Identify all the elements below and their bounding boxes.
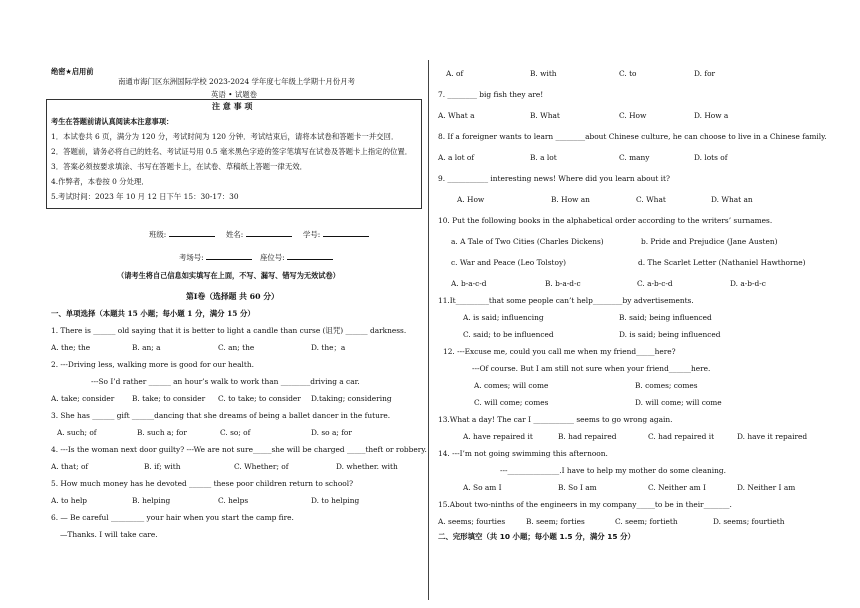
info-warning: （请考生将自己信息如实填写在上面，不写、漏写、错写为无效试卷） <box>117 271 340 280</box>
question-line: D. What an <box>711 195 753 204</box>
question-line: C. Whether; of <box>234 462 289 471</box>
question-line: A. b-a-c-d <box>451 279 487 288</box>
question-line: B. helping <box>132 496 171 505</box>
question-line: A. have repaired it <box>463 432 533 441</box>
question-line: ---______________.I have to help my mother do some cleaning. <box>500 466 726 475</box>
section1-heading <box>51 309 255 319</box>
question-line: C. an; the <box>218 343 255 352</box>
question-line: D. will come; will come <box>635 398 722 407</box>
question-line: D. lots of <box>694 153 728 162</box>
seat-label: 座位号: <box>260 253 285 262</box>
class-label: 班级: <box>149 230 167 239</box>
question-line: A. take; consider <box>51 394 115 403</box>
question-line: D. have it repaired <box>737 432 808 441</box>
question-line: D. the；a <box>311 343 346 352</box>
column-divider <box>428 60 429 600</box>
question-line: C. a-b-c-d <box>637 279 673 288</box>
question-line: 15.About two-ninths of the engineers in my company_____to be in their_______. <box>438 500 732 509</box>
question-line: a. A Tale of Two Cities (Charles Dickens) <box>451 237 604 246</box>
question-line: A. seems; fourties <box>438 517 506 526</box>
question-line: 8. If a foreigner wants to learn ________about Chinese culture, he can choose to live in a Chinese family. <box>438 132 827 141</box>
question-line: A. that; of <box>51 462 89 471</box>
notice-title: 注 意 事 项 <box>212 101 253 111</box>
question-line: B. What <box>530 111 560 120</box>
student-id-label: 学号: <box>303 230 321 239</box>
question-line: C. will come; comes <box>474 398 549 407</box>
question-line: B. How an <box>551 195 590 204</box>
question-line: —Thanks. I will take care. <box>60 530 158 539</box>
question-line: 14. ---I’m not going swimming this afternoon. <box>438 449 608 458</box>
question-line: ---Of course. But I am still not sure when your friend______here. <box>472 364 711 373</box>
student-id-field[interactable] <box>303 228 369 240</box>
question-line: 1. There is ______ old saying that it is better to light a candle than curse (诅咒) ______ darkness. <box>51 326 407 335</box>
question-line: d. The Scarlet Letter (Nathaniel Hawthorne) <box>638 258 806 267</box>
question-line: B. if; with <box>144 462 181 471</box>
part1-title: 第Ⅰ卷（选择题 共 60 分） <box>186 292 279 301</box>
question-line: D. Neither I am <box>737 483 796 492</box>
question-line: A. comes; will come <box>474 381 549 390</box>
question-line: C. How <box>619 111 647 120</box>
question-line: D.taking; considering <box>311 394 392 403</box>
question-line: 7. ________ big fish they are! <box>438 90 544 99</box>
section1-title: 一、单项选择 <box>51 309 96 318</box>
notice-item: 1．本试卷共 6 页，满分为 120 分，考试时间为 120 分钟．考试结束后，请将本试卷和答题卡一并交回． <box>51 132 399 141</box>
question-line: D. whether. with <box>336 462 398 471</box>
question-line: B. said; being influenced <box>619 313 712 322</box>
question-line: 5. How much money has he devoted ______ these poor children return to school? <box>51 479 354 488</box>
question-line: 3. She has ______ gift ______dancing that she dreams of being a ballet dancer in the future. <box>51 411 391 420</box>
notice-intro: 考生在答题前请认真阅读本注意事项： <box>51 117 174 126</box>
question-line: 10. Put the following books in the alphabetical order according to the writers’ surnames. <box>438 216 773 225</box>
question-line: C. said; to be influenced <box>463 330 554 339</box>
notice-item: 5.考试时间：2023 年 10 月 12 日下午 15：30-17：30 <box>51 192 239 201</box>
question-line: c. War and Peace (Leo Tolstoy) <box>451 258 567 267</box>
question-line: ---So I’d rather ______ an hour’s walk to work than ________driving a car. <box>91 377 360 386</box>
question-line: B. take; to consider <box>132 394 206 403</box>
question-line: 2. ---Driving less, walking more is good for our health. <box>51 360 254 369</box>
seat-blank[interactable] <box>287 251 333 260</box>
exam-room-blank[interactable] <box>206 251 252 260</box>
question-line: A. such; of <box>57 428 97 437</box>
question-line: 9. ___________ interesting news! Where did you learn about it? <box>438 174 670 183</box>
question-line: b. Pride and Prejudice (Jane Austen) <box>641 237 778 246</box>
notice-item: 3．答案必须按要求填涂、书写在答题卡上，在试卷、草稿纸上答题一律无效． <box>51 162 307 171</box>
question-line: C. Neither am I <box>648 483 706 492</box>
question-line: C. so; of <box>220 428 251 437</box>
question-line: B. with <box>530 69 557 78</box>
question-line: C. What <box>636 195 666 204</box>
question-line: A. How <box>457 195 485 204</box>
section1-note: （本题共 15 小题；每小题 1 分，满分 15 分） <box>95 309 255 318</box>
question-line: D. a-b-d-c <box>730 279 766 288</box>
name-blank[interactable] <box>246 228 292 237</box>
question-line: 11.It_________that some people can’t help________by advertisements. <box>438 296 694 305</box>
name-label: 姓名: <box>226 230 244 239</box>
question-line: 4. ---Is the woman next door guilty? ---We are not sure_____she will be charged _____theft or robbery. <box>51 445 427 454</box>
question-line: A. a lot of <box>438 153 475 162</box>
question-line: B. such a; for <box>137 428 187 437</box>
notice-item: 2．答题前，请务必将自己的姓名、考试证号用 0.5 毫米黑色字迹的签字笔填写在试卷及答题卡上指定的位置． <box>51 147 413 156</box>
question-line: B. an; a <box>132 343 161 352</box>
question-line: A. is said; influencing <box>463 313 544 322</box>
part2-title: 二、完形填空（共 10 小题；每小题 1.5 分，满分 15 分） <box>438 532 635 541</box>
question-line: C. helps <box>218 496 249 505</box>
question-line: 13.What a day! The car I ___________ seems to go wrong again. <box>438 415 673 424</box>
question-line: C. many <box>619 153 650 162</box>
class-blank[interactable] <box>169 228 215 237</box>
question-line: A. of <box>446 69 464 78</box>
question-line: 6. — Be careful _________ your hair when you start the camp fire. <box>51 513 294 522</box>
question-line: C. seem; fortieth <box>615 517 678 526</box>
question-line: D. is said; being influenced <box>619 330 721 339</box>
question-line: A. the; the <box>51 343 91 352</box>
class-field[interactable] <box>149 228 215 240</box>
question-line: C. to take; to consider <box>218 394 301 403</box>
question-line: B. seem; forties <box>526 517 585 526</box>
question-line: B. a lot <box>530 153 557 162</box>
question-line: B. had repaired <box>558 432 617 441</box>
question-line: A. So am I <box>463 483 502 492</box>
seat-field[interactable] <box>260 251 333 263</box>
name-field[interactable] <box>226 228 292 240</box>
notice-item: 4.作弊者，本卷按 0 分处理． <box>51 177 149 186</box>
exam-subject: 英语 • 试题卷 <box>211 90 258 99</box>
question-line: B. comes; comes <box>635 381 698 390</box>
exam-room-field[interactable] <box>179 251 252 263</box>
question-line: 12. ---Excuse me, could you call me when my friend_____here? <box>443 347 676 356</box>
question-line: D. seems; fourtieth <box>713 517 785 526</box>
secret-label: 绝密★启用前 <box>51 67 94 76</box>
student-id-blank[interactable] <box>323 228 369 237</box>
question-line: A. What a <box>438 111 475 120</box>
question-line: D. to helping <box>311 496 360 505</box>
exam-title: 南通市海门区东洲国际学校 2023-2024 学年度七年级上学期十月份月考 <box>118 77 355 86</box>
question-line: D. so a; for <box>311 428 352 437</box>
question-line: D. for <box>694 69 716 78</box>
question-line: B. b-a-d-c <box>545 279 581 288</box>
question-line: B. So I am <box>558 483 597 492</box>
question-line: C. had repaired it <box>648 432 715 441</box>
question-line: D. How a <box>694 111 729 120</box>
exam-room-label: 考场号: <box>179 253 204 262</box>
question-line: A. to help <box>51 496 88 505</box>
question-line: C. to <box>619 69 637 78</box>
